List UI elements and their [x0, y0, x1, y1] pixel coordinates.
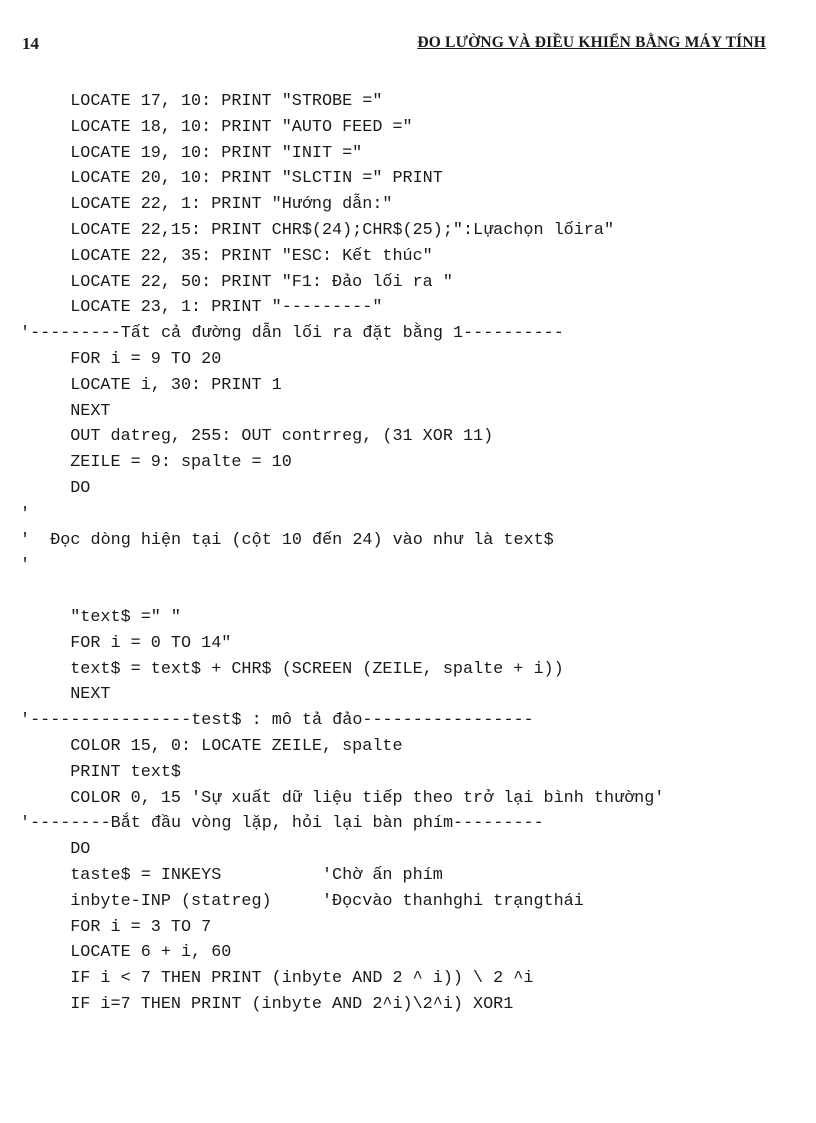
code-line: DO	[40, 479, 91, 498]
code-line: LOCATE 23, 1: PRINT "---------"	[40, 298, 383, 318]
code-line: LOCATE 22,15: PRINT CHR$(24);CHR$(25);":Lựachọn lốira"	[40, 221, 615, 240]
page-number: 14	[22, 34, 39, 53]
code-line: IF i=7 THEN PRINT (inbyte AND 2^i)\2^i) XOR1	[40, 995, 514, 1014]
code-line: LOCATE 19, 10: PRINT "INIT ="	[40, 143, 363, 163]
code-line: inbyte-INP (statreg) 'Đọcvào thanhghi trạngthái	[40, 891, 584, 911]
code-line: PRINT text$	[40, 762, 181, 782]
code-line: FOR i = 3 TO 7	[40, 917, 212, 937]
code-line: taste$ = INKEYS 'Chờ ấn phím	[40, 866, 443, 885]
code-line: NEXT	[40, 685, 111, 705]
code-line: LOCATE 6 + i, 60	[40, 943, 232, 963]
code-line: LOCATE 20, 10: PRINT "SLCTIN =" PRINT	[40, 169, 443, 189]
code-line: LOCATE 18, 10: PRINT "AUTO FEED ="	[40, 117, 413, 137]
code-line: '----------------test$ : mô tả đảo-----------------	[20, 711, 534, 731]
code-line: NEXT	[40, 401, 111, 421]
code-line: LOCATE 22, 1: PRINT "Hướng dẫn:"	[40, 195, 393, 215]
code-line: ZEILE = 9: spalte = 10	[40, 453, 292, 473]
code-line: OUT datreg, 255: OUT contrreg, (31 XOR 11)	[40, 427, 494, 447]
code-line: LOCATE i, 30: PRINT 1	[40, 375, 282, 395]
code-line: COLOR 15, 0: LOCATE ZEILE, spalte	[40, 737, 403, 756]
code-line: '--------Bắt đầu vòng lặp, hỏi lại bàn phím---------	[20, 814, 544, 834]
code-line: FOR i = 9 TO 20	[40, 350, 222, 369]
code-line: text$ = text$ + CHR$ (SCREEN (ZEILE, spalte + i))	[40, 659, 564, 679]
code-line: LOCATE 17, 10: PRINT "STROBE ="	[40, 92, 383, 111]
code-line: FOR i = 0 TO 14"	[40, 633, 232, 653]
code-line: COLOR 0, 15 'Sự xuất dữ liệu tiếp theo trở lại bình thường'	[40, 788, 665, 808]
code-line: LOCATE 22, 50: PRINT "F1: Đảo lối ra "	[40, 272, 453, 292]
code-line: '	[20, 504, 31, 524]
running-title: ĐO LƯỜNG VÀ ĐIỀU KHIỂN BẰNG MÁY TÍNH	[417, 34, 766, 51]
code-line: LOCATE 22, 35: PRINT "ESC: Kết thúc"	[40, 246, 433, 266]
code-line: IF i < 7 THEN PRINT (inbyte AND 2 ^ i)) \ 2 ^i	[40, 969, 534, 989]
code-line: '	[20, 556, 31, 576]
page-header	[22, 34, 766, 58]
code-line: "text$ =" "	[40, 608, 181, 627]
code-line: DO	[40, 840, 91, 860]
code-line: '---------Tất cả đường dẫn lối ra đặt bằng 1----------	[20, 324, 564, 344]
code-line: ' Đọc dòng hiện tại (cột 10 đến 24) vào như là text$	[20, 530, 554, 550]
